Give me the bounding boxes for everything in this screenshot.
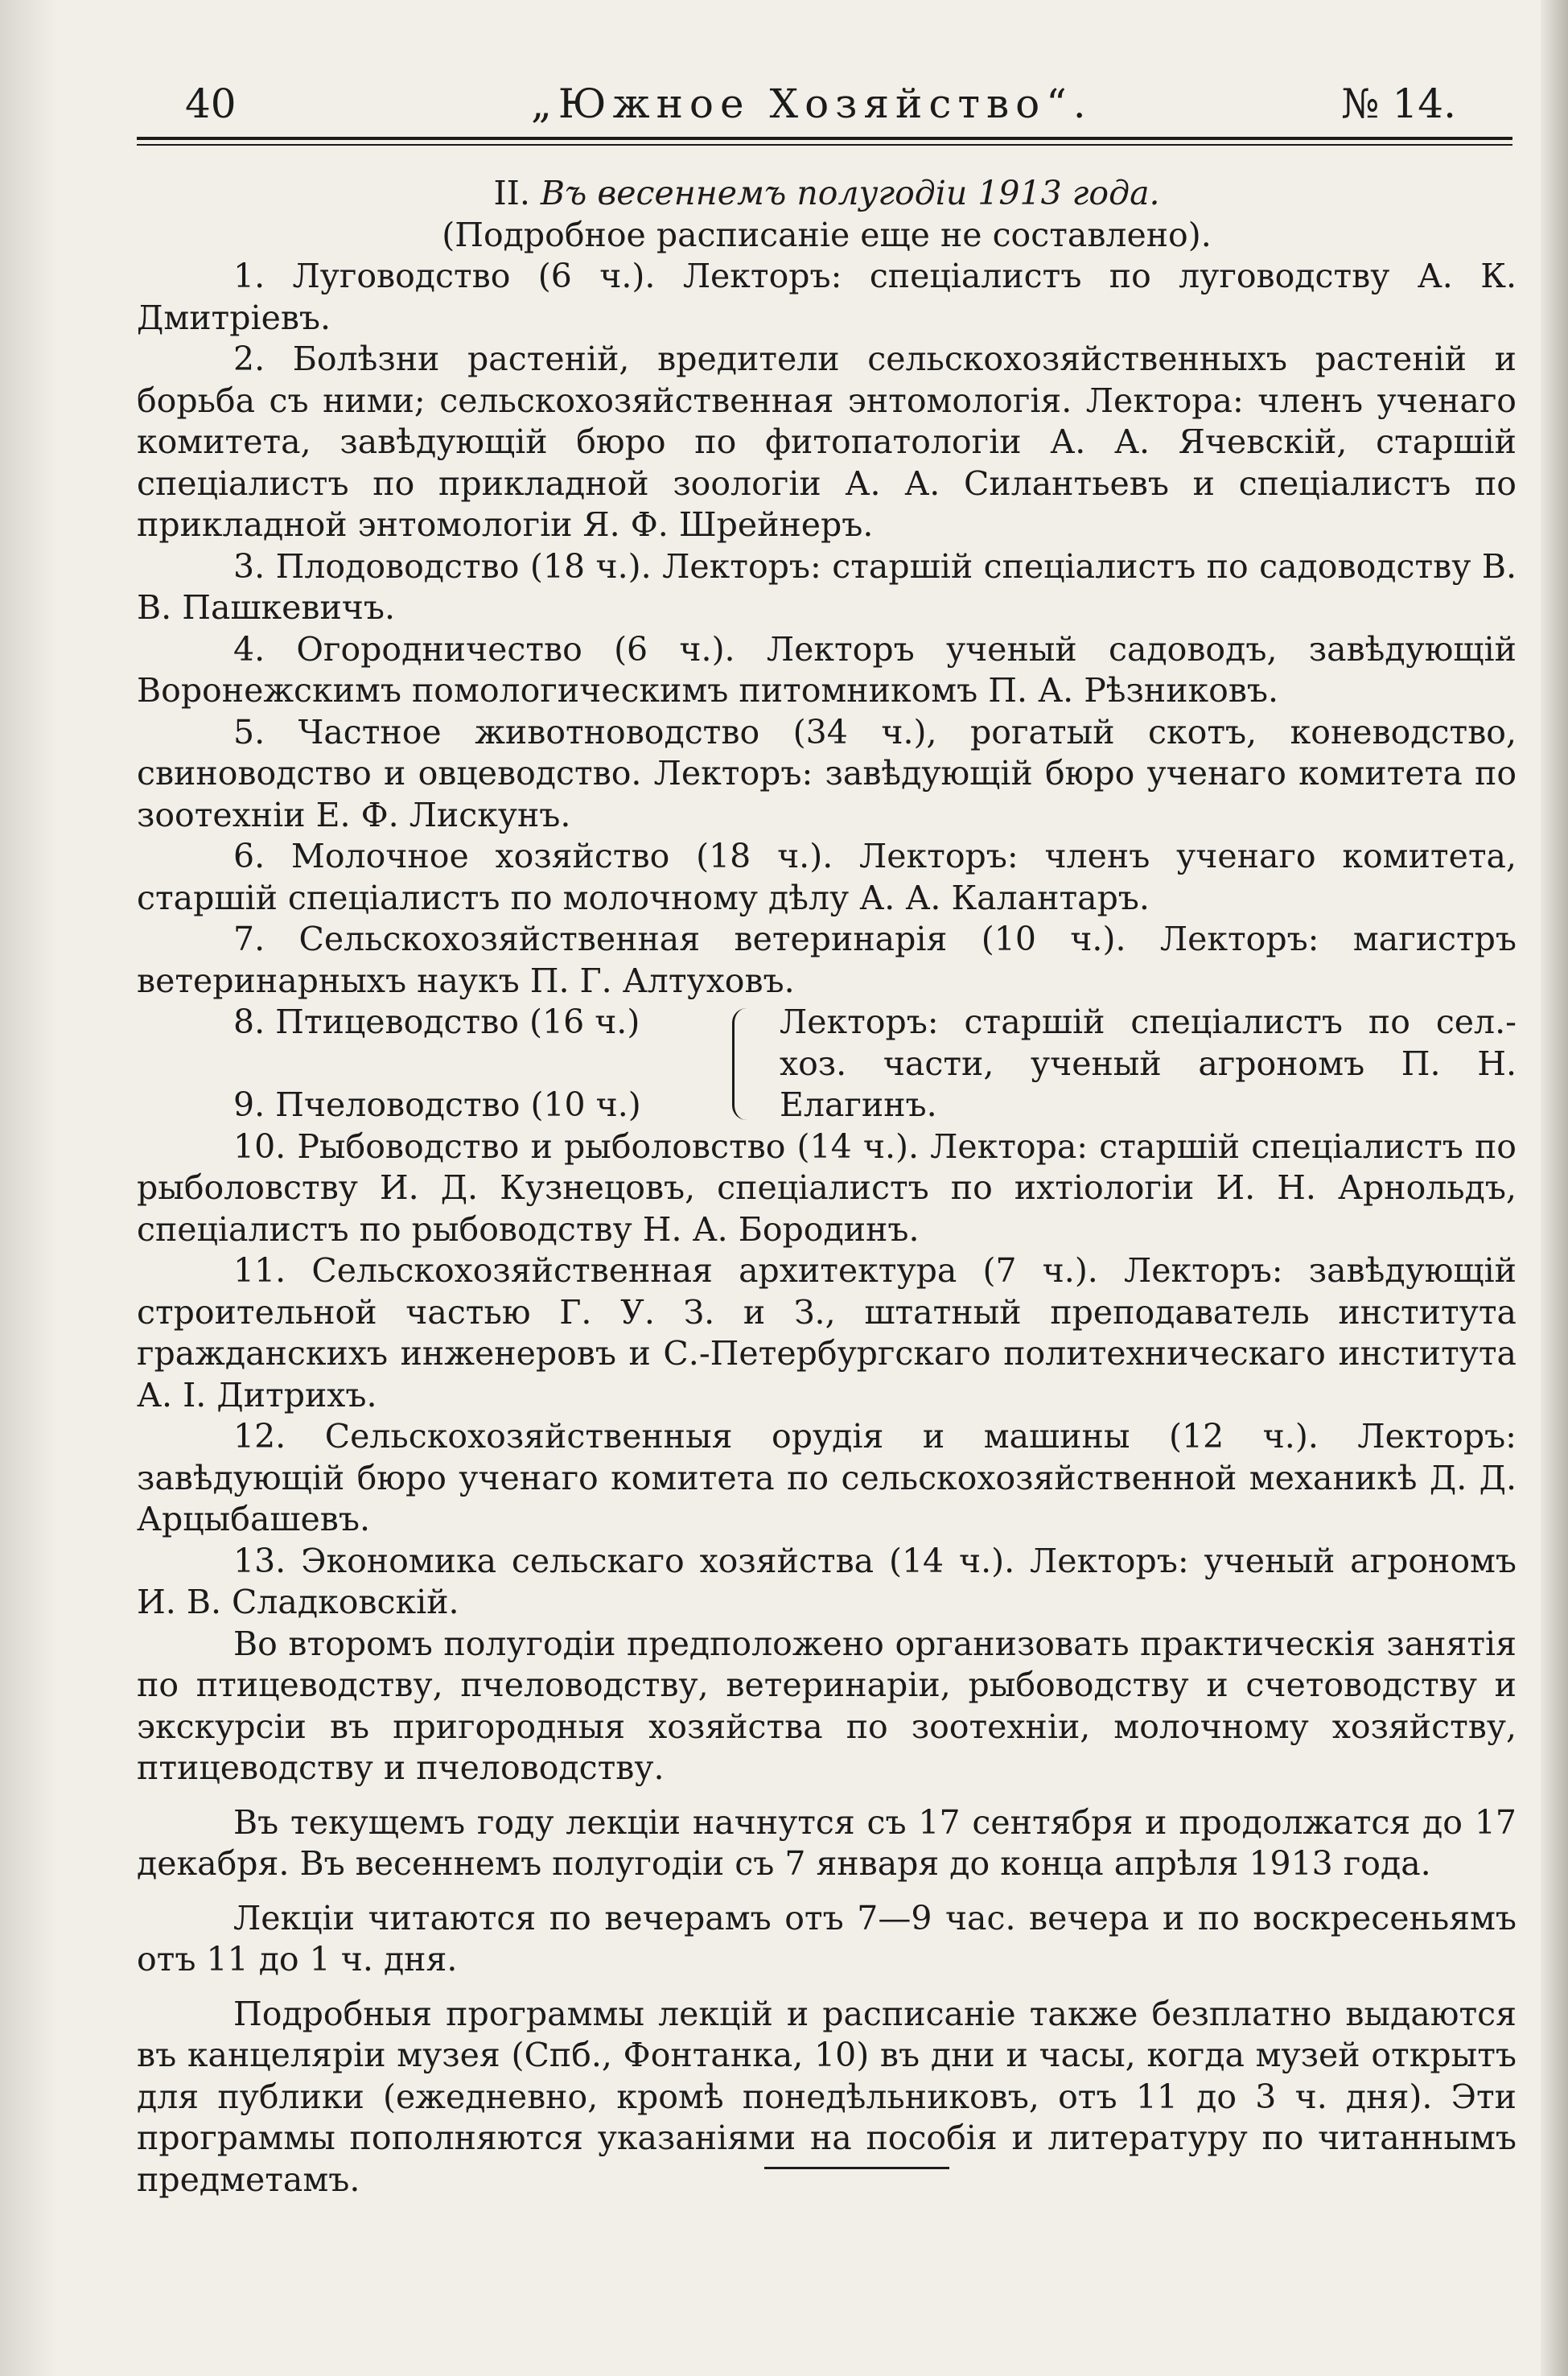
paragraph: Во второмъ полугодіи предположено организовать практическія занятія по птицеводству, пчеловодству, ветеринаріи, рыбоводству и счетоводству и экскурсіи въ пригородныя хозяйства по зоотехніи, молочному хозяйству, птицеводству и пчеловодству.: [137, 1624, 1517, 1787]
article-body: [137, 173, 1517, 2201]
running-header: [137, 74, 1512, 138]
paragraph: Подробныя программы лекцій и расписаніе также безплатно выдаются въ канцеляріи музея (Спб., Фонтанка, 10) въ дни и часы, когда музей открытъ для публики (ежедневно, кромѣ понедѣльниковъ, отъ 11 до 3 ч. дня). Эти программы пополняются указаніями на пособія и литературу по читаннымъ предметамъ.: [137, 1994, 1517, 2199]
page-gutter-shadow: [0, 0, 56, 2376]
page-edge: [1541, 0, 1568, 2376]
page-number: 40: [185, 80, 237, 127]
list-item: 7. Сельскохозяйственная ветеринарія (10 ч.). Лекторъ: магистръ ветеринарныхъ наукъ П. Г. Алтуховъ.: [137, 920, 1517, 1000]
list-item: 5. Частное животноводство (34 ч.), рогатый скотъ, коневодство, свиноводство и овцеводство. Лекторъ: завѣдующій бюро ученаго комитета по зоотехніи Е. Ф. Лискунъ.: [137, 712, 1517, 834]
paragraph: Лекціи читаются по вечерамъ отъ 7—9 час. вечера и по воскресеньямъ отъ 11 до 1 ч. дня.: [137, 1898, 1517, 1979]
list-item: 3. Плодоводство (18 ч.). Лекторъ: старшій спеціалистъ по садоводству В. В. Пашкевичъ.: [137, 546, 1517, 627]
journal-title: „Южное Хозяйство“.: [531, 80, 1093, 127]
section-subheading: (Подробное расписаніе еще не составлено).: [442, 215, 1212, 254]
header-rule-thin: [137, 144, 1512, 146]
header-rule-thick: [137, 137, 1512, 140]
bracketed-items: [137, 1002, 1517, 1126]
bracketed-item-list: [137, 1002, 732, 1126]
list-item: 1. Луговодство (6 ч.). Лекторъ: спеціалистъ по луговодству А. К. Дмитріевъ.: [137, 257, 1517, 337]
section-heading-text: Въ весеннемъ полугодіи 1913 года.: [540, 174, 1160, 212]
section-heading: [137, 173, 1517, 215]
list-item: 4. Огородничество (6 ч.). Лекторъ ученый садоводъ, завѣдующій Воронежскимъ помологическимъ питомникомъ П. А. Рѣзниковъ.: [137, 629, 1517, 710]
list-item: 6. Молочное хозяйство (18 ч.). Лекторъ: членъ ученаго комитета, старшій спеціалистъ по молочному дѣлу А. А. Калантаръ.: [137, 837, 1517, 917]
list-item: 8. Птицеводство (16 ч.): [233, 1003, 640, 1041]
closing-rule: [764, 2167, 949, 2169]
list-item: 11. Сельскохозяйственная архитектура (7 ч.). Лекторъ: завѣдующій строительной частью Г. У. З. и З., штатный преподаватель института гражданскихъ инженеровъ и С.-Петербургскаго политехническаго института А. І. Дитрихъ.: [137, 1251, 1517, 1414]
shared-lecturer: Лекторъ: старшій спеціалистъ по сел.-хоз. части, ученый агрономъ П. Н. Елагинъ.: [780, 1003, 1517, 1124]
issue-number: № 14.: [1341, 80, 1456, 127]
list-item: 12. Сельскохозяйственныя орудія и машины (12 ч.). Лекторъ: завѣдующій бюро ученаго комитета по сельскохозяйственной механикѣ Д. Д. Арцыбашевъ.: [137, 1417, 1517, 1538]
list-item: 2. Болѣзни растеній, вредители сельскохозяйственныхъ растеній и борьба съ ними; сельскохозяйственная энтомологія. Лектора: членъ ученаго комитета, завѣдующій бюро по фитопатологіи А. А. Ячевскій, старшій спеціалистъ по прикладной зоологіи А. А. Силантьевъ и спеціалистъ по прикладной энтомологіи Я. Ф. Шрейнеръ.: [137, 340, 1517, 544]
section-heading-number: II.: [493, 174, 530, 212]
paragraph: Въ текущемъ году лекціи начнутся съ 17 сентября и продолжатся до 17 декабря. Въ весеннемъ полугодіи съ 7 января до конца апрѣля 1913 года.: [137, 1802, 1517, 1883]
list-item: 10. Рыбоводство и рыболовство (14 ч.). Лектора: старшій спеціалистъ по рыболовству И. Д. Кузнецовъ, спеціалистъ по ихтіологіи И. Н. Арнольдъ, спеціалистъ по рыбоводству Н. А. Бородинъ.: [137, 1126, 1517, 1249]
list-item: 9. Пчеловодство (10 ч.): [233, 1085, 641, 1124]
curly-brace: [732, 1008, 767, 1120]
list-item: 13. Экономика сельскаго хозяйства (14 ч.). Лекторъ: ученый агрономъ И. В. Сладковскій.: [137, 1541, 1517, 1621]
